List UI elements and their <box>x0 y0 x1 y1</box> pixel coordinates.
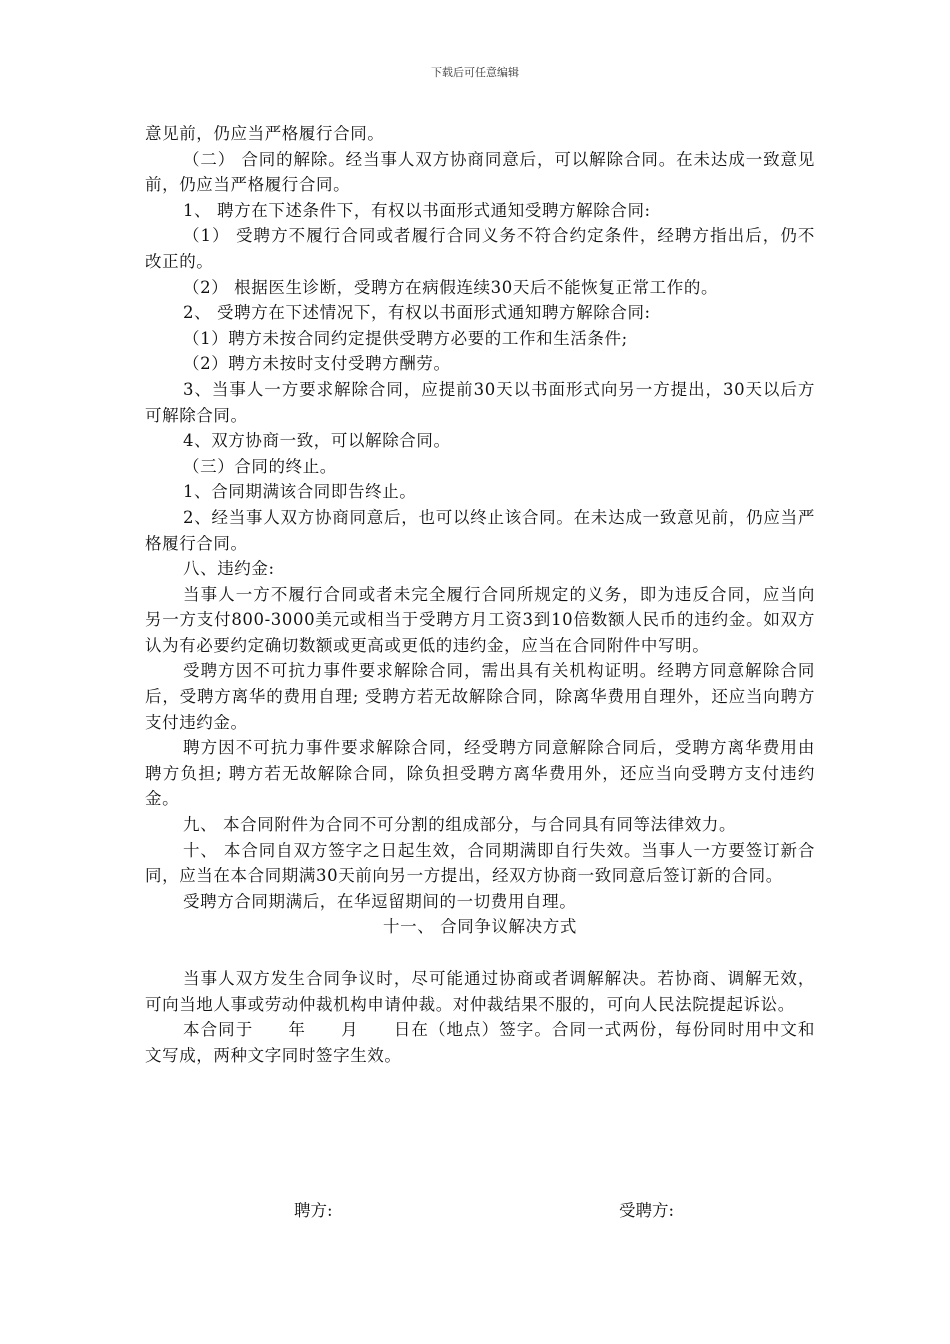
paragraph: 3、当事人一方要求解除合同，应提前30天以书面形式向另一方提出，30天以后方可解除合同。 <box>145 379 815 425</box>
paragraph: （三）合同的终止。 <box>183 456 337 476</box>
section-title: 八、违约金: <box>183 559 275 579</box>
paragraph: （2）聘方未按时支付受聘方酬劳。 <box>183 354 451 374</box>
paragraph: 2、经当事人双方协商同意后，也可以终止该合同。在未达成一致意见前，仍应当严格履行合同。 <box>145 507 815 553</box>
paragraph: 1、合同期满该合同即告终止。 <box>183 482 417 502</box>
paragraph: 4、双方协商一致，可以解除合同。 <box>183 431 451 451</box>
paragraph: （1） 受聘方不履行合同或者履行合同义务不符合约定条件，经聘方指出后，仍不改正的。 <box>145 226 815 271</box>
paragraph: （2） 根据医生诊断，受聘方在病假连续30天后不能恢复正常工作的。 <box>183 277 719 297</box>
contract-body <box>145 121 833 1068</box>
spacer <box>145 940 815 966</box>
paragraph: 当事人双方发生合同争议时，尽可能通过协商或者调解解决。若协商、调解无效，可向当地人事或劳动仲裁机构申请仲裁。对仲裁结果不服的，可向人民法院提起诉讼。 <box>145 969 815 1014</box>
section-heading: 十一、 合同争议解决方式 <box>383 917 577 937</box>
paragraph: （1）聘方未按合同约定提供受聘方必要的工作和生活条件; <box>183 328 628 348</box>
paragraph: 受聘方因不可抗力事件要求解除合同，需出具有关机构证明。经聘方同意解除合同后，受聘方离华的费用自理; 受聘方若无故解除合同，除离华费用自理外，还应当向聘方支付违约金。 <box>145 661 815 732</box>
paragraph: 本合同于 年 月 日在（地点）签字。合同一式两份，每份同时用中文和 文写成，两种文字同时签字生效。 <box>145 1020 833 1065</box>
paragraph: 聘方因不可抗力事件要求解除合同，经受聘方同意解除合同后，受聘方离华费用由聘方负担; 聘方若无故解除合同，除负担受聘方离华费用外，还应当向受聘方支付违约金。 <box>145 738 815 809</box>
paragraph: 受聘方合同期满后，在华逗留期间的一切费用自理。 <box>183 891 577 911</box>
paragraph: 当事人一方不履行合同或者未完全履行合同所规定的义务，即为违反合同，应当向另一方支付800-3000美元或相当于受聘方月工资3到10倍数额人民币的违约金。如双方认为有必要约定确切数额或更高或更低的违约金，应当在合同附件中写明。 <box>145 584 815 655</box>
paragraph: 2、 受聘方在下述情况下，有权以书面形式通知聘方解除合同: <box>183 303 651 323</box>
employee-signature-label: 受聘方: <box>619 1201 675 1220</box>
paragraph: 十、 本合同自双方签字之日起生效，合同期满即自行失效。当事人一方要签订新合同，应当在本合同期满30天前向另一方提出，经双方协商一致同意后签订新的合同。 <box>145 840 815 886</box>
paragraph: 1、 聘方在下述条件下，有权以书面形式通知受聘方解除合同: <box>183 200 651 220</box>
paragraph: （二） 合同的解除。经当事人双方协商同意后，可以解除合同。在未达成一致意见前，仍应当严格履行合同。 <box>145 149 815 195</box>
paragraph: 九、 本合同附件为合同不可分割的组成部分，与合同具有同等法律效力。 <box>183 815 737 835</box>
page-header: 下载后可任意编辑 <box>431 66 519 79</box>
paragraph: 意见前，仍应当严格履行合同。 <box>145 124 385 143</box>
employer-signature-label: 聘方: <box>294 1201 333 1220</box>
